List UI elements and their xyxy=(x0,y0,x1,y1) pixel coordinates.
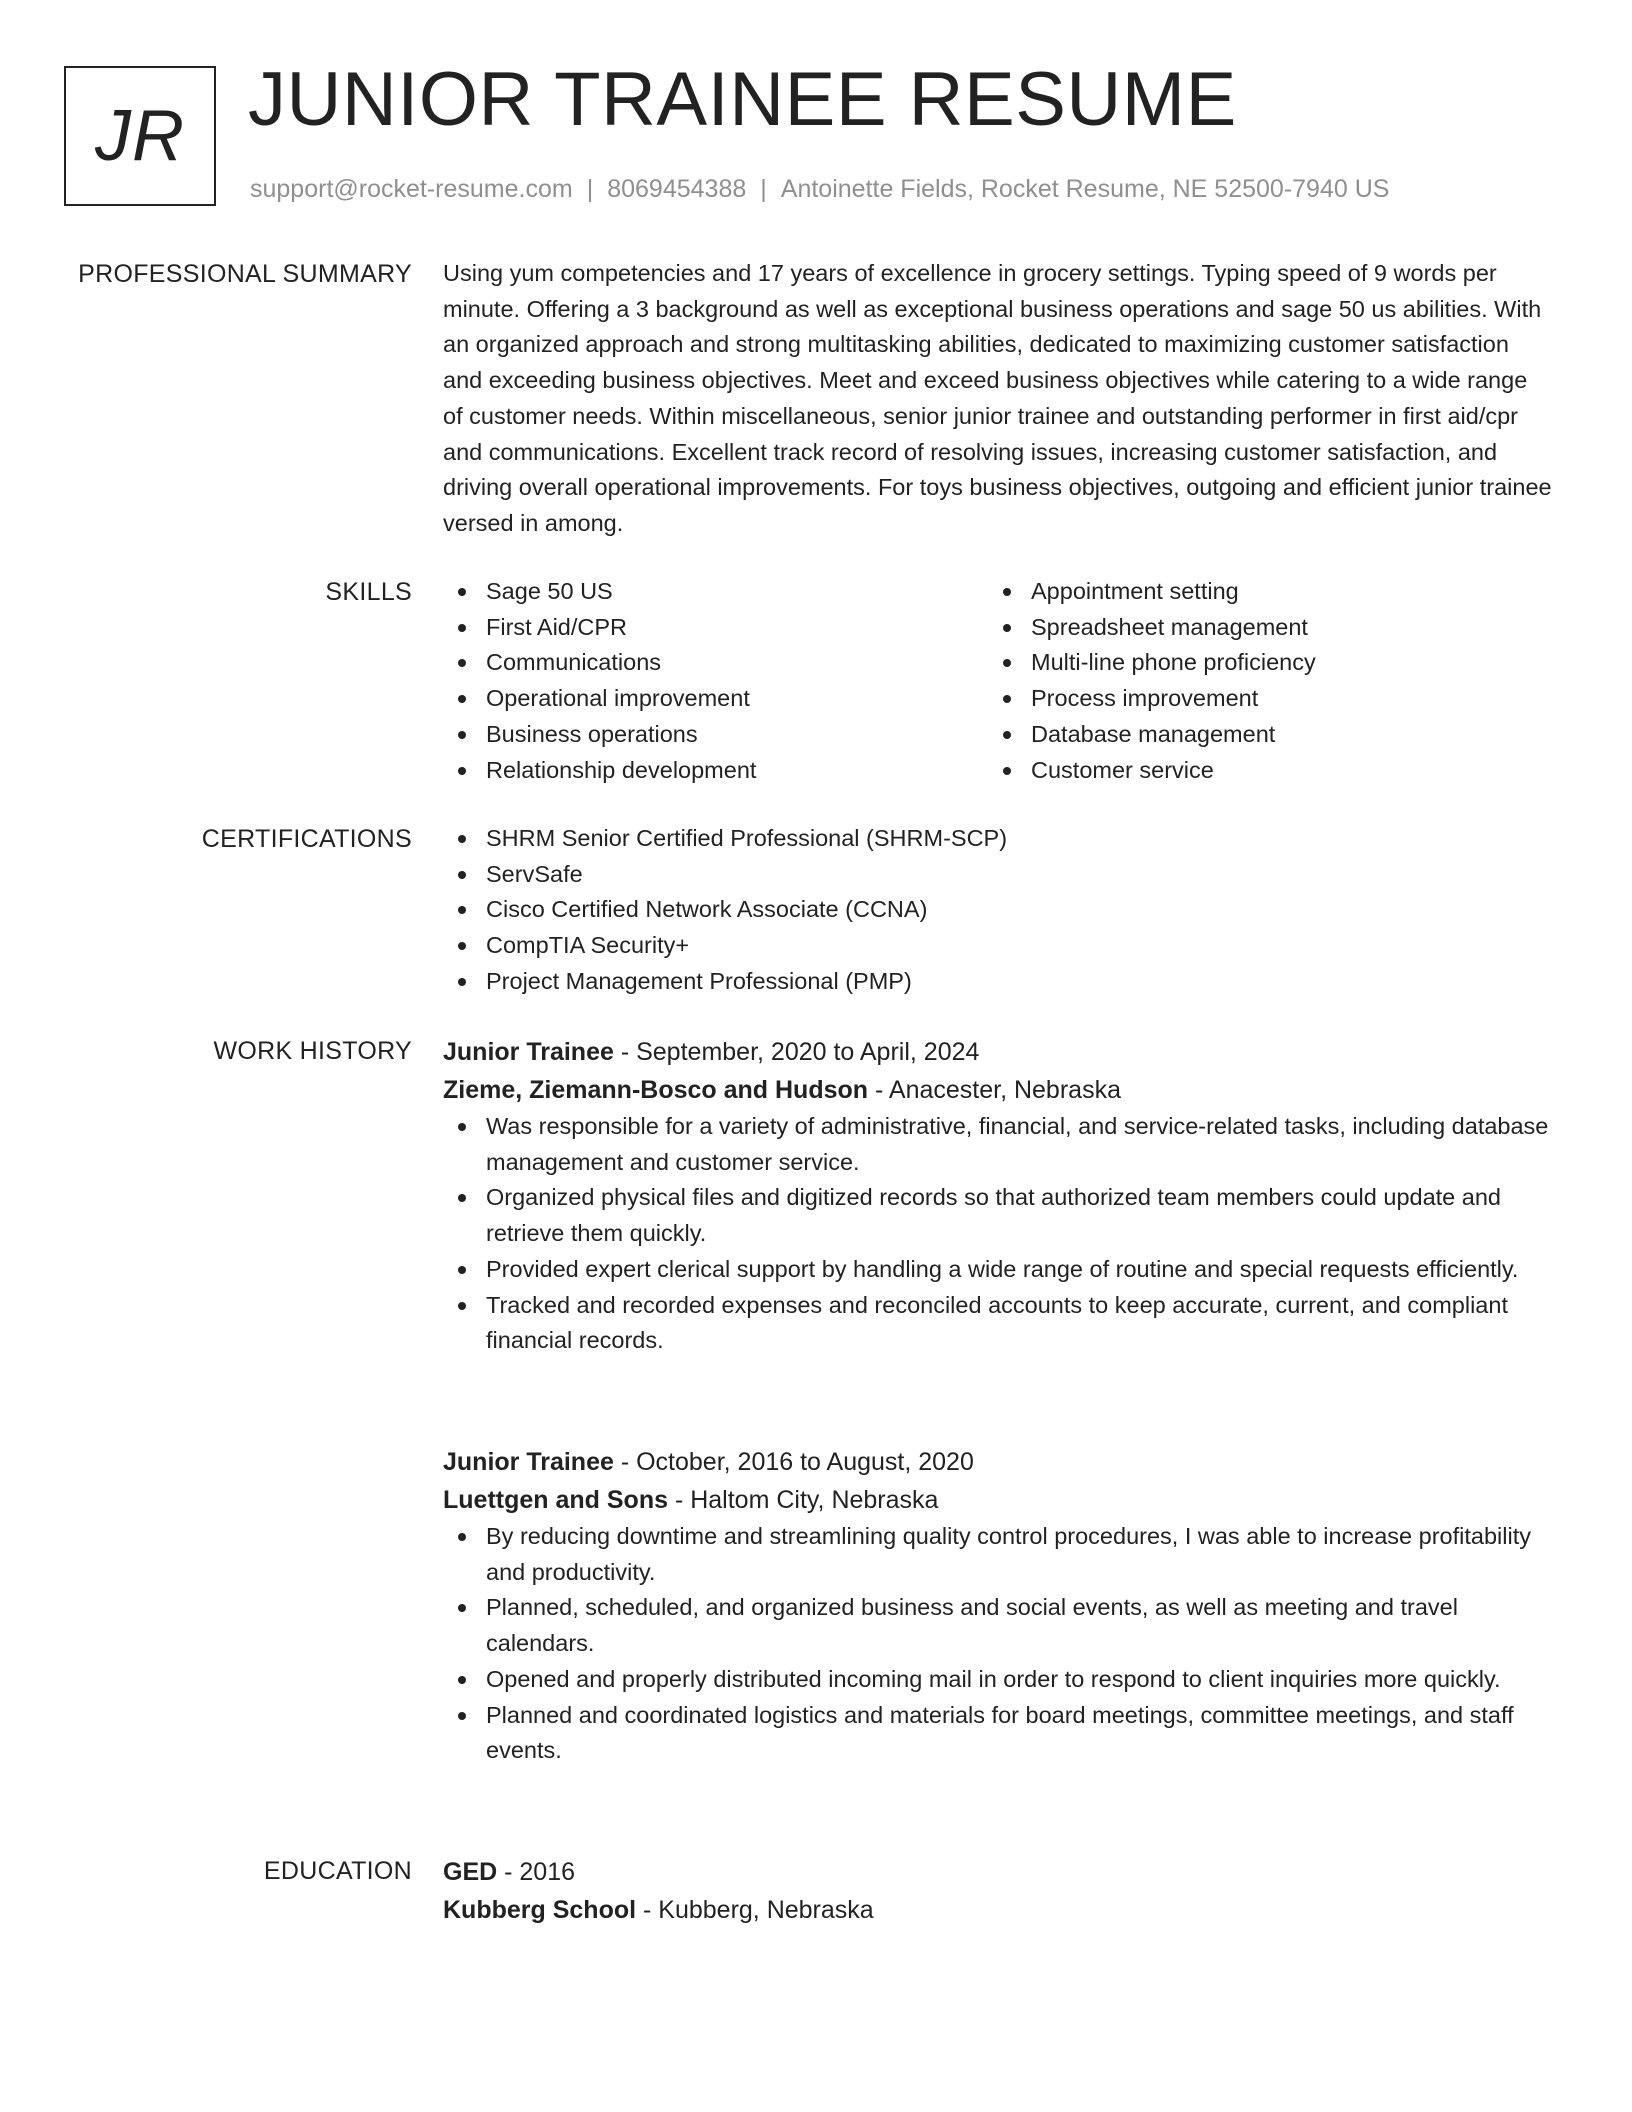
skill-item: Operational improvement xyxy=(443,681,988,717)
certification-item: Cisco Certified Network Associate (CCNA) xyxy=(443,892,1553,928)
education-body xyxy=(443,1853,1553,1929)
skill-item: First Aid/CPR xyxy=(443,610,988,646)
contact-phone: 8069454388 xyxy=(607,175,747,203)
education-school: Kubberg School xyxy=(443,1896,637,1924)
job-entry xyxy=(443,1443,1553,1769)
skill-item: Communications xyxy=(443,645,988,681)
job-company-line xyxy=(443,1481,1553,1519)
section-label-education: EDUCATION xyxy=(263,1857,412,1885)
initials: JR xyxy=(95,96,185,176)
skill-item: Business operations xyxy=(443,717,988,753)
certification-item: ServSafe xyxy=(443,857,1553,893)
job-title: Junior Trainee xyxy=(443,1038,614,1066)
skill-item: Relationship development xyxy=(443,753,988,789)
work-history-body xyxy=(443,1033,1553,1359)
resume-title: JUNIOR TRAINEE RESUME xyxy=(248,57,1237,142)
skill-item: Database management xyxy=(988,717,1533,753)
job-dates: - October, 2016 to August, 2020 xyxy=(613,1448,974,1476)
section-label-work: WORK HISTORY xyxy=(213,1037,412,1065)
contact-separator: | xyxy=(586,175,594,203)
section-label-summary: PROFESSIONAL SUMMARY xyxy=(78,260,412,288)
job-location: - Haltom City, Nebraska xyxy=(668,1486,939,1514)
contact-address: Antoinette Fields, Rocket Resume, NE 52500-7940 US xyxy=(780,175,1390,203)
education-degree-line xyxy=(443,1853,1553,1891)
job-duty: Planned, scheduled, and organized business and social events, as well as meeting and travel calendars. xyxy=(443,1590,1553,1661)
contact-email: support@rocket-resume.com xyxy=(250,175,573,203)
job-entry xyxy=(443,1033,1553,1359)
contact-line xyxy=(250,172,1389,206)
skills-body xyxy=(443,574,1553,788)
job-duty: By reducing downtime and streamlining quality control procedures, I was able to increase profitability and productivity. xyxy=(443,1519,1553,1590)
job-title-line xyxy=(443,1033,1553,1071)
job-title: Junior Trainee xyxy=(443,1448,614,1476)
contact-separator: | xyxy=(760,175,767,203)
skill-item: Multi-line phone proficiency xyxy=(988,645,1533,681)
job-location: - Anacester, Nebraska xyxy=(868,1076,1121,1104)
job-duty: Opened and properly distributed incoming mail in order to respond to client inquiries more quickly. xyxy=(443,1662,1553,1698)
education-degree: GED xyxy=(443,1858,498,1886)
job-company-line xyxy=(443,1071,1553,1109)
education-location: - Kubberg, Nebraska xyxy=(636,1896,874,1924)
skill-item: Customer service xyxy=(988,753,1533,789)
monogram-badge xyxy=(64,66,216,206)
section-label-certifications: CERTIFICATIONS xyxy=(201,825,412,853)
job-duty: Provided expert clerical support by handling a wide range of routine and special requests efficiently. xyxy=(443,1252,1553,1288)
certifications-list xyxy=(443,821,1553,1000)
job-duties-list xyxy=(443,1519,1553,1769)
skill-item: Sage 50 US xyxy=(443,574,988,610)
summary-body xyxy=(443,256,1553,542)
job-company: Luettgen and Sons xyxy=(443,1486,668,1514)
skill-item: Spreadsheet management xyxy=(988,610,1533,646)
job-duty: Tracked and recorded expenses and reconciled accounts to keep accurate, current, and compliant financial records. xyxy=(443,1288,1553,1359)
work-history-body-continued xyxy=(443,1443,1553,1769)
job-duty: Planned and coordinated logistics and materials for board meetings, committee meetings, and staff events. xyxy=(443,1698,1553,1769)
job-dates: - September, 2020 to April, 2024 xyxy=(613,1038,980,1066)
certification-item: SHRM Senior Certified Professional (SHRM-SCP) xyxy=(443,821,1553,857)
education-year: - 2016 xyxy=(497,1858,576,1886)
job-company: Zieme, Ziemann-Bosco and Hudson xyxy=(443,1076,869,1104)
skills-grid xyxy=(443,574,1553,788)
skill-item: Appointment setting xyxy=(988,574,1533,610)
job-duties-list xyxy=(443,1109,1553,1359)
summary-text: Using yum competencies and 17 years of excellence in grocery settings. Typing speed of 9 words per minute. Offering a 3 background as well as exceptional business operations and sage 50 us abilities. With an organized approach and strong multitasking abilities, dedicated to maximizing customer satisfaction and exceeding business objectives. Meet and exceed business objectives while catering to a wide range of customer needs. Within miscellaneous, senior junior trainee and outstanding performer in first aid/cpr and communications. Excellent track record of resolving issues, increasing customer satisfaction, and driving overall operational improvements. For toys business objectives, outgoing and efficient junior trainee versed in among. xyxy=(443,260,1552,536)
skills-list-right xyxy=(988,574,1533,788)
section-label-skills: SKILLS xyxy=(325,578,412,606)
skill-item: Process improvement xyxy=(988,681,1533,717)
job-title-line xyxy=(443,1443,1553,1481)
skills-list-left xyxy=(443,574,988,788)
certifications-body xyxy=(443,821,1553,1000)
certification-item: Project Management Professional (PMP) xyxy=(443,964,1553,1000)
job-duty: Organized physical files and digitized records so that authorized team members could update and retrieve them quickly. xyxy=(443,1180,1553,1251)
job-duty: Was responsible for a variety of administrative, financial, and service-related tasks, including database management and customer service. xyxy=(443,1109,1553,1180)
education-school-line xyxy=(443,1891,1553,1929)
certification-item: CompTIA Security+ xyxy=(443,928,1553,964)
